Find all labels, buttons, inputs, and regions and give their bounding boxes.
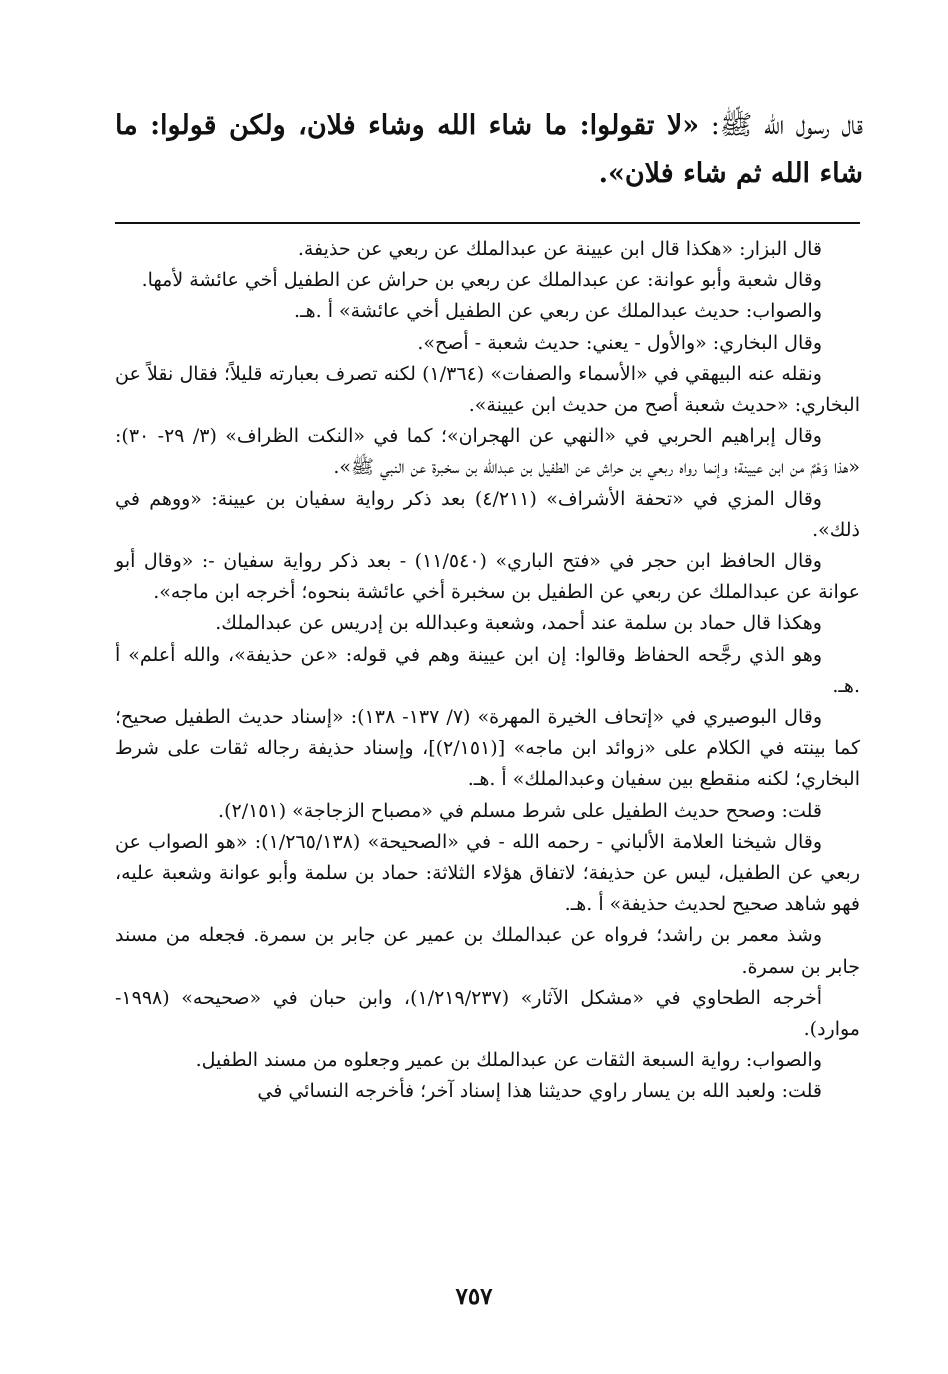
footnote-paragraph: والصواب: رواية السبعة الثقات عن عبدالملك بن عمير وجعلوه من مسند الطفيل. [195,1049,822,1072]
footnotes [115,234,860,1108]
footnote-paragraph: وشذ معمر بن راشد؛ فرواه عن عبدالملك بن عمير عن جابر بن سمرة. فجعله من مسند جابر بن سمرة. [115,924,860,978]
footnote-paragraph: ونقله عنه البيهقي في «الأسماء والصفات» (١/٣٦٤) لكنه تصرف بعبارته قليلاً؛ فقال نقلاً عن البخاري: «حديث شعبة أصح من حديث ابن عيينة». [115,362,860,417]
footnote-paragraph: أخرجه الطحاوي في «مشكل الآثار» (١/٢١٩/٢٣٧)، وابن حبان في «صحيحه» (١٩٩٨- موارد). [115,986,860,1041]
main-text-intro: قال رسول الله ﷺ: [699,110,863,141]
hadith-quote: «لا تقولوا: ما شاء الله وشاء فلان، ولكن قولوا: ما شاء الله ثم شاء فلان». [115,110,863,189]
footnote-divider [115,222,860,224]
footnote-paragraph: وقال الحافظ ابن حجر في «فتح الباري» (١١/٥٤٠) - بعد ذكر رواية سفيان -: «وقال أبو عوانة عن عبدالملك عن ربعي عن الطفيل بن سخبرة أخي عائشة بنحوه؛ أخرجه ابن ماجه». [115,550,860,604]
page-number: ٧٥٧ [455,1283,493,1310]
footnote-paragraph: قلت: وصحح حديث الطفيل على شرط مسلم في «مصباح الزجاجة» (٢/١٥١). [218,799,822,822]
footnote-paragraph: وقال إبراهيم الحربي في «النهي عن الهجران»؛ كما في «النكت الظراف» (٣/ ٢٩- ٣٠): «هذا وَهْمٌ من ابن عيينة؛ وإنما رواه ربعي بن حراش عن الطفيل بن عبدالله بن سخبرة عن النبي ﷺ». [115,425,860,479]
main-text [115,102,863,198]
footnote-paragraph: وقال شيخنا العلامة الألباني - رحمه الله - في «الصحيحة» (١/٢٦٥/١٣٨): «هو الصواب عن ربعي عن الطفيل، ليس عن حذيفة؛ لاتفاق هؤلاء الثلاثة: حماد بن سلمة وأبو عوانة وشعبة عليه، فهو شاهد صحيح لحديث حذيفة» أ .هـ. [115,830,860,916]
footnote-paragraph: وهو الذي رجَّحه الحفاظ وقالوا: إن ابن عيينة وهم في قوله: «عن حذيفة»، والله أعلم» أ .هـ. [115,643,860,697]
footnote-paragraph: وقال البوصيري في «إتحاف الخيرة المهرة» (٧/ ١٣٧- ١٣٨): «إسناد حديث الطفيل صحيح؛ كما بينته في الكلام على «زوائد ابن ماجه» [(٢/١٥١)]، وإسناد حذيفة رجاله ثقات على شرط البخاري؛ لكنه منقطع بين سفيان وعبدالملك» أ .هـ. [115,706,861,791]
footnote-paragraph: والصواب: حديث عبدالملك عن ربعي عن الطفيل أخي عائشة» أ .هـ. [294,300,822,323]
footnote-paragraph: وهكذا قال حماد بن سلمة عند أحمد، وشعبة وعبدالله بن إدريس عن عبدالملك. [215,612,822,635]
footnote-paragraph: قلت: ولعبد الله بن يسار راوي حديثنا هذا إسناد آخر؛ فأخرجه النسائي في [257,1080,822,1103]
footnote-paragraph: قال البزار: «هكذا قال ابن عيينة عن عبدالملك عن ربعي عن حذيفة. [297,238,822,260]
footnote-paragraph: وقال المزي في «تحفة الأشراف» (٤/٢١١) بعد ذكر رواية سفيان بن عيينة: «ووهم في ذلك». [115,487,860,541]
footnote-paragraph: وقال شعبة وأبو عوانة: عن عبدالملك عن ربعي بن حراش عن الطفيل أخي عائشة لأمها. [141,269,822,292]
footnote-paragraph: وقال البخاري: «والأول - يعني: حديث شعبة - أصح». [417,331,822,354]
